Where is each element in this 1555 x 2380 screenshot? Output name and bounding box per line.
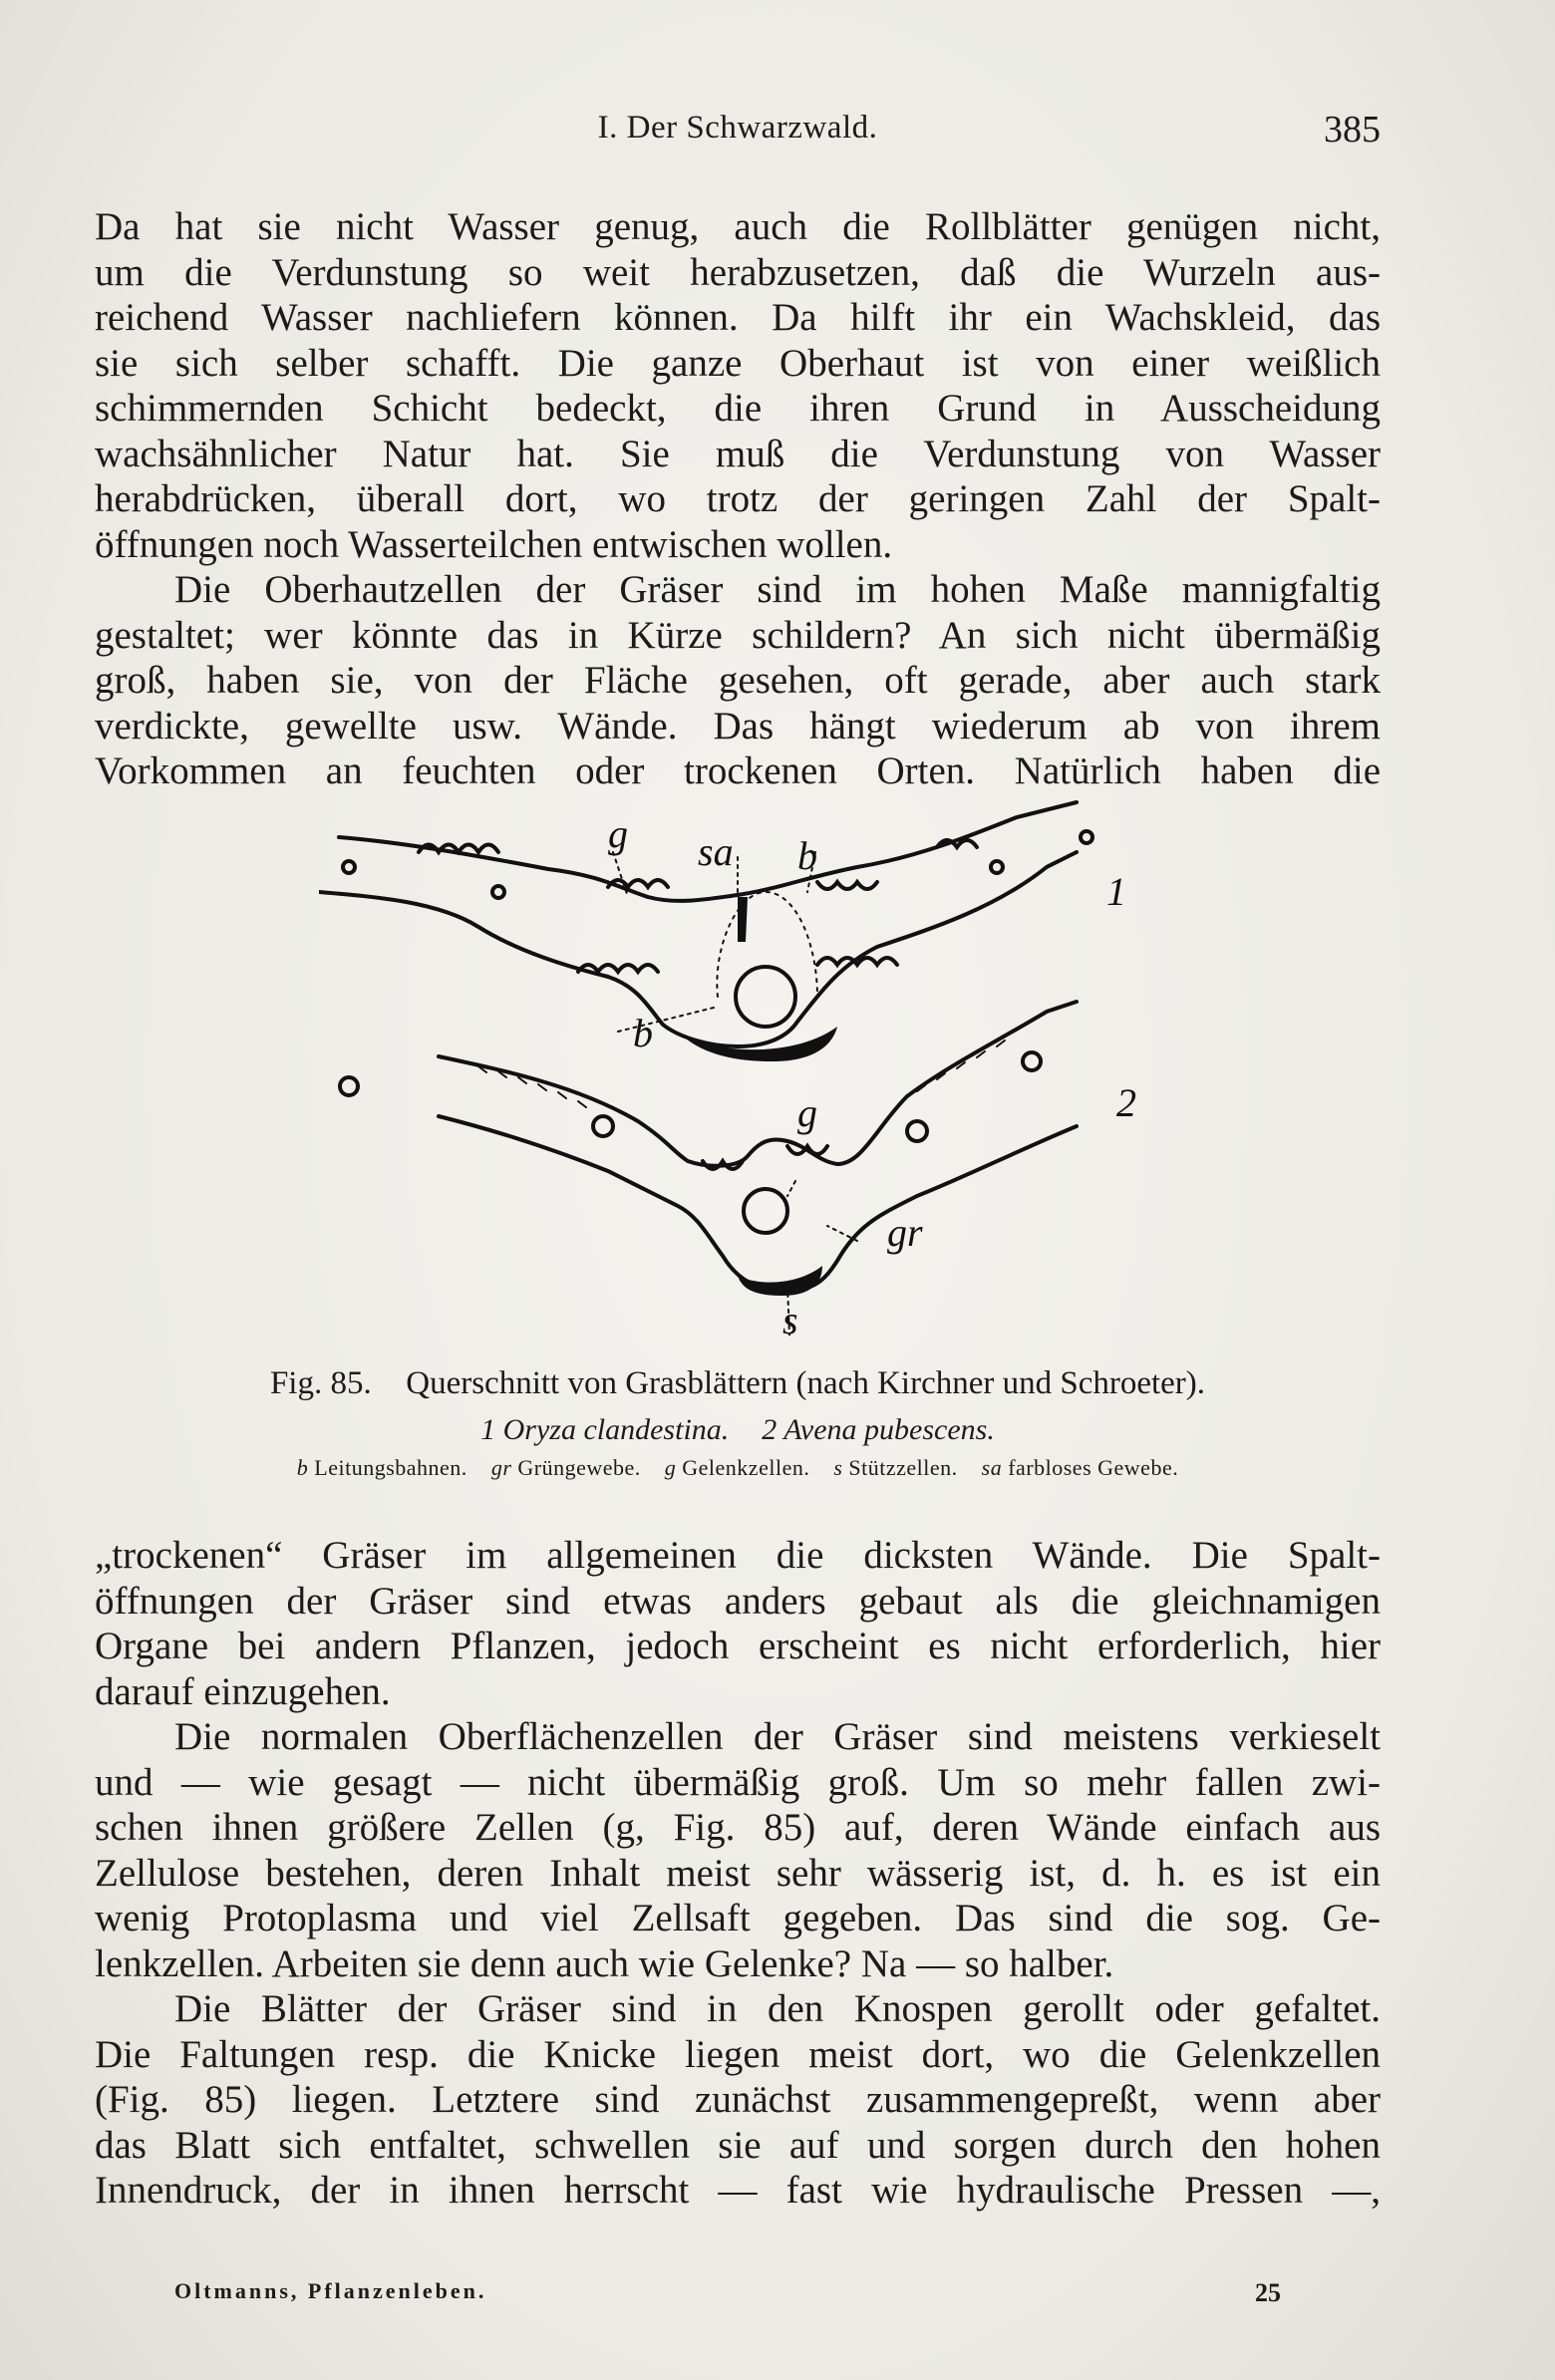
label-g-top: g <box>608 811 628 856</box>
species-2-name: Avena pubescens. <box>783 1413 995 1446</box>
legend-key: g <box>664 1455 677 1480</box>
text-line: reichend Wasser nachliefern können. Da hilft ihr ein Wachskleid, das <box>95 296 1381 339</box>
text-line: Die normalen Oberflächenzellen der Gräser sind meistens verkieselt <box>174 1715 1381 1758</box>
support-tissue-2 <box>738 1266 822 1296</box>
small-bundle-2 <box>492 886 504 898</box>
species-2-number: 2 <box>762 1413 778 1446</box>
small-bundle-8 <box>907 1121 927 1141</box>
legend-text: Grüngewebe. <box>517 1455 641 1480</box>
label-sa: sa <box>698 829 734 874</box>
small-bundle-6 <box>1023 1052 1041 1070</box>
small-bundle-4 <box>1081 831 1092 843</box>
species-1-number: 1 <box>480 1413 496 1446</box>
text-line: öffnungen der Gräser sind etwas anders gebaut als die gleichnamigen <box>95 1579 1381 1623</box>
text-line: „trockenen“ Gräser im allgemeinen die dicksten Wände. Die Spalt- <box>95 1534 1381 1577</box>
text-line: herabdrücken, überall dort, wo trotz der geringen Zahl der Spalt- <box>95 477 1381 520</box>
leader-lines <box>613 852 857 1336</box>
legend-key: s <box>833 1455 843 1480</box>
text-line: Innendruck, der in ihnen herrscht — fast wie hydraulische Pressen —, <box>95 2169 1381 2212</box>
figure-number: Fig. 85. <box>269 1365 372 1401</box>
leaf-cross-section-figure <box>319 797 1156 1336</box>
figure-caption <box>95 1365 1381 1402</box>
paragraph-5 <box>95 1986 1381 2214</box>
text-line: (Fig. 85) liegen. Letztere sind zunächst zusammengepreßt, wenn aber <box>95 2078 1381 2121</box>
text-line: Die Oberhautzellen der Gräser sind im hohen Maße mannigfaltig <box>174 568 1381 611</box>
legend-key: gr <box>490 1455 512 1480</box>
text-line: Organe bei andern Pflanzen, jedoch erscheint es nicht erforderlich, hier <box>95 1625 1381 1667</box>
signature-number: 25 <box>1255 2278 1281 2307</box>
small-bundle-1 <box>343 861 355 873</box>
label-b-top: b <box>797 833 817 878</box>
legend-text: Gelenkzellen. <box>682 1455 810 1480</box>
text-line: Zellulose bestehen, deren Inhalt meist sehr wässerig ist, d. h. es ist ein <box>95 1851 1381 1895</box>
label-two: 2 <box>1116 1080 1136 1125</box>
section-2-lower-epidermis <box>439 1116 1077 1291</box>
text-line: groß, haben sie, von der Fläche gesehen, oft gerade, aber auch stark <box>95 659 1381 702</box>
figure-species <box>95 1413 1381 1447</box>
paragraph-3 <box>95 1533 1381 1714</box>
text-line: schen ihnen größere Zellen (g, Fig. 85) auf, deren Wände einfach aus <box>95 1806 1381 1849</box>
text-line: Die Blätter der Gräser sind in den Knospen gerollt oder gefaltet. <box>174 1987 1381 2030</box>
bulliform-cells-1c <box>817 882 877 889</box>
vascular-bundle-2 <box>744 1189 787 1233</box>
paragraph-2 <box>95 567 1381 794</box>
figure-legend <box>95 1455 1381 1481</box>
small-bundle-3 <box>991 861 1003 873</box>
page-number: 385 <box>1324 109 1381 150</box>
text-line: öffnungen noch Wasserteilchen entwischen wollen. <box>95 522 893 566</box>
bundle-sheath-1 <box>738 897 748 942</box>
small-bundle-5 <box>340 1077 358 1095</box>
page-footer <box>174 2278 1281 2318</box>
paragraph-4 <box>95 1714 1381 1986</box>
text-line: wenig Protoplasma und viel Zellsaft gegeben. Das sind die sog. Ge- <box>95 1897 1381 1939</box>
figure-title: Querschnitt von Grasblättern (nach Kirchner und Schroeter). <box>406 1365 1206 1401</box>
text-line: sie sich selber schafft. Die ganze Oberhaut ist von einer weißlich <box>95 341 1381 385</box>
label-gr: gr <box>887 1210 923 1255</box>
paragraph-1 <box>95 204 1381 567</box>
text-line: Die Faltungen resp. die Knicke liegen meist dort, wo die Gelenkzellen <box>95 2032 1381 2076</box>
legend-key: sa <box>981 1455 1003 1480</box>
legend-text: farbloses Gewebe. <box>1008 1455 1179 1480</box>
text-line: Da hat sie nicht Wasser genug, auch die Rollblätter genügen nicht, <box>95 205 1381 248</box>
vascular-bundle-1 <box>736 967 795 1027</box>
text-line: darauf einzugehen. <box>95 1669 391 1713</box>
text-line: um die Verdunstung so weit herabzusetzen, daß die Wurzeln aus- <box>95 250 1381 294</box>
label-b-left: b <box>633 1011 653 1055</box>
text-line: und — wie gesagt — nicht übermäßig groß. Um so mehr fallen zwi- <box>95 1760 1381 1804</box>
label-g-mid: g <box>797 1090 817 1135</box>
legend-text: Stützzellen. <box>848 1455 958 1480</box>
figure-illustration <box>319 797 1156 1336</box>
page-header <box>95 110 1381 169</box>
text-line: gestaltet; wer könnte das in Kürze schildern? An sich nicht übermäßig <box>95 613 1381 657</box>
running-title: I. Der Schwarzwald. <box>597 110 878 146</box>
colourless-tissue-outline <box>717 892 817 997</box>
text-line: schimmernden Schicht bedeckt, die ihren Grund in Ausscheidung <box>95 387 1381 430</box>
text-line: das Blatt sich entfaltet, schwellen sie auf und sorgen durch den hohen <box>95 2123 1381 2167</box>
legend-key: b <box>296 1455 309 1480</box>
label-one: 1 <box>1106 869 1126 914</box>
text-line: wachsähnlicher Natur hat. Sie muß die Verdunstung von Wasser <box>95 432 1381 475</box>
text-line: Vorkommen an feuchten oder trockenen Orten. Natürlich haben die <box>95 749 1381 792</box>
printer-signature: Oltmanns, Pflanzenleben. <box>174 2278 487 2303</box>
legend-text: Leitungsbahnen. <box>314 1455 467 1480</box>
text-line: verdickte, gewellte usw. Wände. Das hängt wiederum ab von ihrem <box>95 704 1381 747</box>
text-line: lenkzellen. Arbeiten sie denn auch wie Gelenke? Na — so halber. <box>95 1941 1114 1985</box>
small-bundle-7 <box>593 1116 613 1136</box>
section-1-lower-epidermis <box>319 852 1077 1046</box>
species-1-name: Oryza clandestina. <box>502 1413 730 1446</box>
label-s: s <box>782 1298 798 1336</box>
